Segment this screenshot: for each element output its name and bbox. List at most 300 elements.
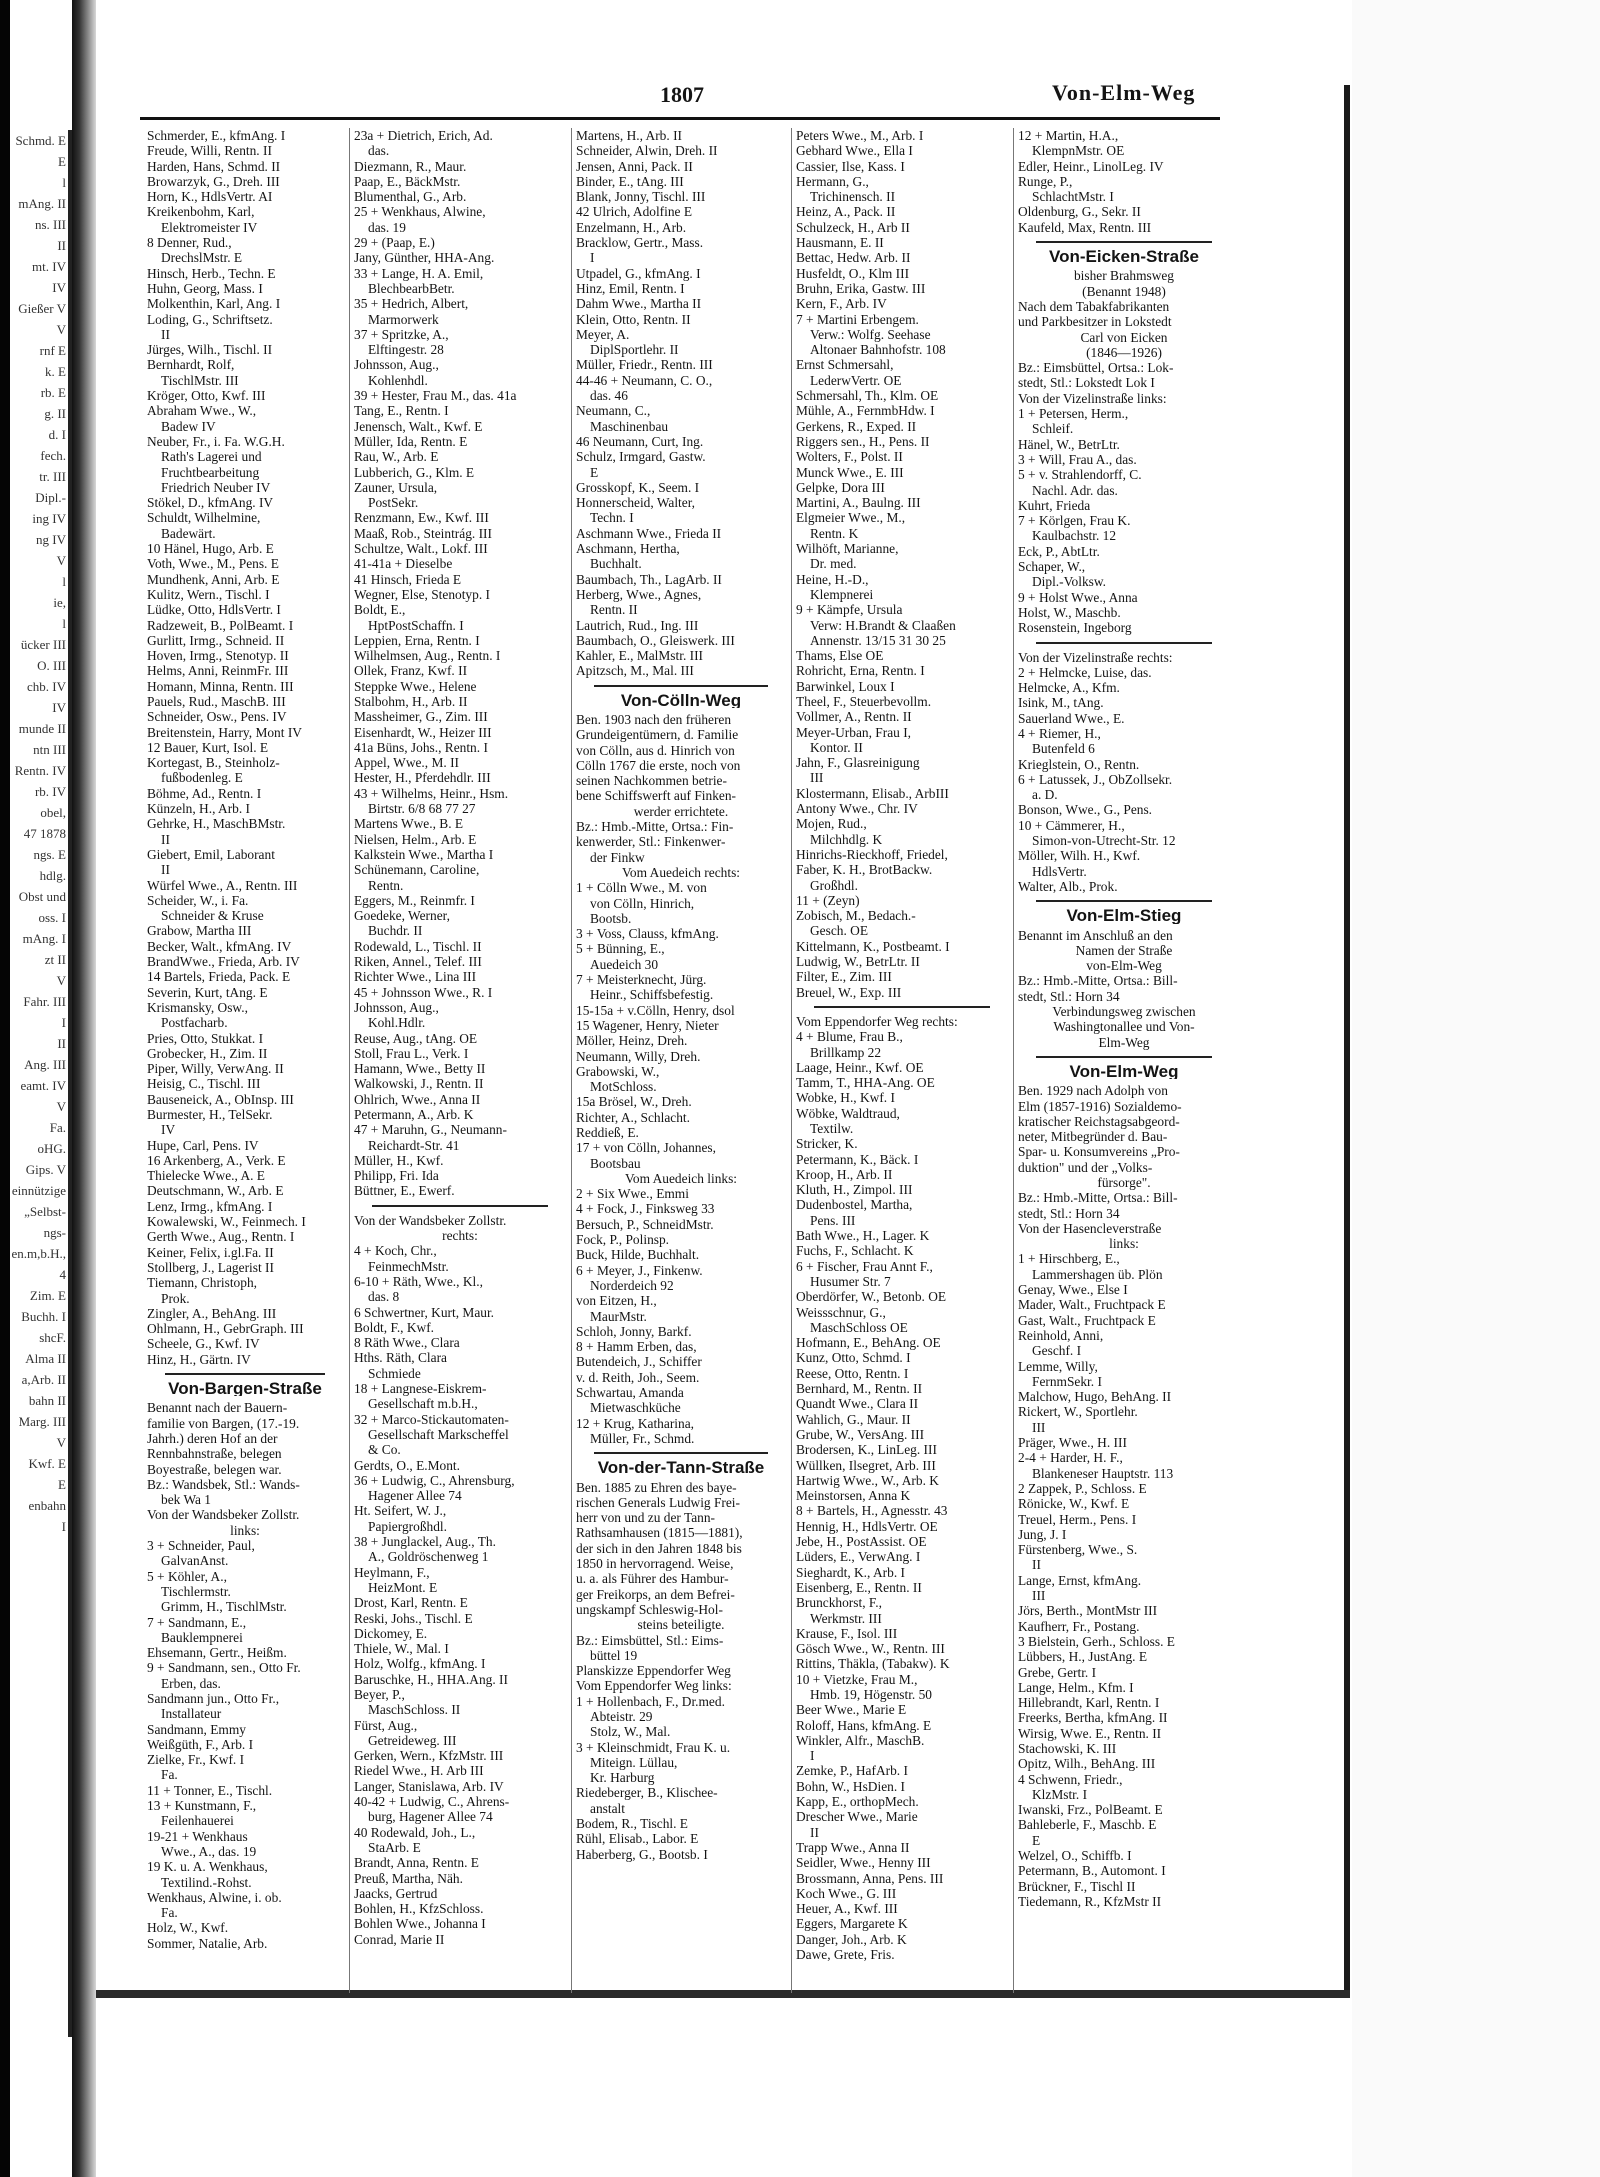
directory-entry: Philipp, Fri. Ida <box>354 1168 439 1184</box>
prev-page-line: en.m,b.H., <box>11 1246 66 1261</box>
scan-left-edge <box>0 0 10 2177</box>
directory-entry: Radzeweit, B., PolBeamt. I <box>147 617 294 633</box>
directory-entry: Lammershagen üb. Plön <box>1032 1266 1163 1282</box>
directory-entry: Scheider, W., i. Fa. <box>147 892 249 908</box>
directory-entry: Beyer, P., <box>354 1686 405 1702</box>
directory-entry: rischen Generals Ludwig Frei- <box>576 1494 740 1510</box>
directory-entry: HptPostSchaffn. I <box>368 617 464 633</box>
directory-entry: (1846—1926) <box>1086 344 1162 360</box>
directory-entry: 19 K. u. A. Wenkhaus, <box>147 1859 268 1875</box>
directory-entry: Neuber, Fr., i. Fa. W.G.H. <box>147 433 285 449</box>
directory-entry: Fa. <box>161 1767 178 1783</box>
directory-entry: Becker, Walt., kfmAng. IV <box>147 938 292 954</box>
directory-entry: Ohlmann, H., GebrGraph. III <box>147 1321 304 1337</box>
directory-entry: Stoll, Frau L., Verk. I <box>354 1045 469 1061</box>
directory-entry: Heylmann, F., <box>354 1564 430 1580</box>
directory-entry: KlzMstr. I <box>1032 1786 1088 1802</box>
prev-page-line: E <box>58 1477 66 1492</box>
directory-entry: Von der Wandsbeker Zollstr. <box>147 1507 300 1523</box>
directory-entry: Kaufherr, Fr., Postang. <box>1018 1618 1140 1634</box>
directory-entry: Ht. Seifert, W. J., <box>354 1503 447 1519</box>
directory-entry: Kittelmann, K., Postbeamt. I <box>796 938 950 954</box>
directory-entry: 1 + Hirschberg, E., <box>1018 1251 1120 1267</box>
directory-entry: Holst, W., Maschb. <box>1018 604 1121 620</box>
prev-page-line: chb. IV <box>27 679 66 694</box>
directory-entry: Zobisch, M., Bedach.- <box>796 908 916 924</box>
directory-entry: Großhdl. <box>810 877 858 893</box>
directory-entry: Wirsig, Wwe. E., Rentn. II <box>1018 1725 1162 1741</box>
directory-entry: Bz.: Hmb.-Mitte, Ortsa.: Fin- <box>576 819 734 835</box>
directory-entry: Stalbohm, H., Arb. II <box>354 693 468 709</box>
directory-entry: A., Goldröschenweg 1 <box>368 1549 489 1565</box>
directory-entry: Petermann, K., Bäck. I <box>796 1151 919 1167</box>
directory-entry: Reese, Otto, Rentn. I <box>796 1365 909 1381</box>
prev-page-line: I <box>61 1015 66 1030</box>
directory-entry: Bz.: Hmb.-Mitte, Ortsa.: Bill- <box>1018 973 1178 989</box>
directory-entry: DiplSportlehr. II <box>590 342 679 358</box>
directory-entry: Gerdts, O., E.Mont. <box>354 1457 461 1473</box>
directory-entry: Hinsch, Herb., Techn. E <box>147 265 276 281</box>
directory-entry: Koch Wwe., G. III <box>796 1885 897 1901</box>
directory-entry: Kr. Harburg <box>590 1770 655 1786</box>
directory-entry: Dickomey, E. <box>354 1625 428 1641</box>
directory-entry: 12 + Krug, Katharina, <box>576 1415 694 1431</box>
directory-entry: 8 + Bartels, H., Agnesstr. 43 <box>796 1503 948 1519</box>
directory-entry: 7 + Martini Erbengem. <box>796 311 919 327</box>
directory-entry: FeinmechMstr. <box>368 1258 449 1274</box>
directory-entry: Stökel, D., kfmAng. IV <box>147 495 274 511</box>
directory-entry: Ehsemann, Gertr., Heißm. <box>147 1645 287 1661</box>
directory-entry: Stolz, W., Mal. <box>590 1724 671 1740</box>
directory-entry: Milchhdlg. K <box>810 831 883 847</box>
directory-entry: Kröger, Otto, Kwf. III <box>147 388 266 404</box>
directory-entry: Brodersen, K., LinLeg. III <box>796 1442 937 1458</box>
directory-entry: Postfacharb. <box>161 1015 228 1031</box>
directory-entry: Reddieß, E. <box>576 1125 639 1140</box>
directory-entry: III <box>810 770 824 786</box>
directory-entry: Renzmann, Ew., Kwf. III <box>354 510 489 526</box>
directory-entry: Roloff, Hans, kfmAng. E <box>796 1717 932 1733</box>
directory-entry: Sandmann jun., Otto Fr., <box>147 1690 280 1706</box>
directory-entry: KlempnMstr. OE <box>1032 143 1125 159</box>
directory-entry: Eisenberg, E., Rentn. II <box>796 1579 922 1595</box>
directory-entry: Peters Wwe., M., Arb. I <box>796 128 924 143</box>
prev-page-line: II <box>57 238 66 253</box>
prev-page-line: k. E <box>45 364 66 379</box>
directory-entry: Wilhelmsen, Aug., Rentn. I <box>354 648 501 664</box>
directory-entry: duktion" und der „Volks- <box>1018 1159 1153 1175</box>
column-divider <box>791 128 792 1993</box>
directory-entry: PostSekr. <box>368 495 419 511</box>
directory-entry: Faber, K. H., BrotBackw. <box>796 862 933 878</box>
directory-entry: Stollberg, J., Lagerist II <box>147 1259 274 1275</box>
directory-entry: 43 + Wilhelms, Heinr., Hsm. <box>354 785 509 801</box>
prev-page-line: rb. IV <box>34 784 66 799</box>
directory-entry: Baruschke, H., HHA.Ang. II <box>354 1671 508 1687</box>
directory-entry: Stachowski, K. III <box>1018 1740 1117 1756</box>
prev-page-line: Fahr. III <box>23 994 66 1009</box>
directory-entry: Grobecker, H., Zim. II <box>147 1045 268 1061</box>
directory-entry: Ben. 1929 nach Adolph von <box>1018 1083 1168 1099</box>
directory-entry: Dr. med. <box>810 556 857 572</box>
directory-entry: Cölln 1767 die erste, noch von <box>576 757 741 773</box>
directory-entry: Cassier, Ilse, Kass. I <box>796 158 905 174</box>
directory-entry: Husfeldt, O., Klm III <box>796 265 910 281</box>
directory-entry: Richter Wwe., Lina III <box>354 969 477 985</box>
directory-entry: 9 + Sandmann, sen., Otto Fr. <box>147 1660 301 1676</box>
directory-entry: GalvanAnst. <box>161 1553 229 1569</box>
directory-entry: Abraham Wwe., W., <box>147 403 257 419</box>
directory-entry: Prok. <box>161 1290 190 1306</box>
directory-entry: HeizMont. E <box>368 1579 438 1595</box>
book-gutter <box>72 0 96 2177</box>
directory-entry: Buchdr. II <box>368 923 423 939</box>
directory-entry: 4 + Fock, J., Finksweg 33 <box>576 1201 715 1217</box>
prev-page-line: ngs- <box>43 1225 66 1240</box>
directory-entry: Rickert, W., Sportlehr. <box>1018 1404 1138 1420</box>
directory-entry: Martens, H., Arb. II <box>576 128 682 143</box>
directory-entry: Gurlitt, Irmg., Schneid. II <box>147 632 285 648</box>
directory-entry: anstalt <box>590 1800 625 1816</box>
directory-entry: Jahn, F., Glasreinigung <box>796 755 920 771</box>
directory-entry: v. d. Reith, Joh., Seem. <box>576 1369 700 1385</box>
directory-entry: Voth, Wwe., M., Pens. E <box>147 556 279 572</box>
directory-entry: stedt, Stl.: Horn 34 <box>1018 1205 1120 1221</box>
directory-entry: Holz, Wolfg., kfmAng. I <box>354 1656 486 1672</box>
directory-entry: MaurMstr. <box>590 1308 647 1324</box>
directory-entry: Pens. III <box>810 1212 856 1228</box>
directory-entry: 12 Bauer, Kurt, Isol. E <box>147 739 269 755</box>
directory-entry: Nach dem Tabakfabrikanten <box>1018 298 1170 314</box>
directory-entry: Werkmstr. III <box>810 1610 882 1626</box>
prev-page-line: IV <box>52 700 66 715</box>
prev-page-line: oHG. <box>37 1141 66 1156</box>
directory-entry: Kowalewski, W., Feinmech. I <box>147 1214 306 1230</box>
directory-entry: Lange, Ernst, kfmAng. <box>1018 1572 1142 1588</box>
directory-entry: Molkenthin, Karl, Ang. I <box>147 296 281 312</box>
directory-entry: 3 + Will, Frau A., das. <box>1018 451 1137 467</box>
section-rule <box>1036 241 1212 243</box>
section-rule <box>1036 900 1212 902</box>
section-rule <box>1036 1056 1212 1058</box>
directory-entry: 41 Hinsch, Frieda E <box>354 571 462 587</box>
prev-page-line: Schmd. E <box>15 133 66 148</box>
directory-entry: Kontor. II <box>810 739 863 755</box>
directory-entry: Maaß, Rob., Steintrág. III <box>354 525 492 541</box>
directory-entry: Jensen, Anni, Pack. II <box>576 158 693 174</box>
directory-entry: Jebe, H., PostAssist. OE <box>796 1534 927 1550</box>
directory-entry: ungskampf Schleswig-Hol- <box>576 1601 723 1617</box>
directory-entry: steins beteiligte. <box>637 1617 725 1633</box>
prev-page-line: tr. III <box>39 469 66 484</box>
directory-entry: 42 Ulrich, Adolfine E <box>576 204 693 220</box>
directory-entry: Kaulbachstr. 12 <box>1032 528 1117 544</box>
directory-entry: Dudenbostel, Martha, <box>796 1197 913 1213</box>
directory-entry: 18 + Langnese-Eiskrem- <box>354 1381 487 1397</box>
directory-entry: Neumann, Willy, Dreh. <box>576 1048 701 1064</box>
directory-entry: Richter, A., Schlacht. <box>576 1109 691 1125</box>
directory-entry: Seidler, Wwe., Henny III <box>796 1855 931 1871</box>
prev-page-line: Obst und <box>18 889 66 904</box>
directory-entry: 3 + Schneider, Paul, <box>147 1538 255 1554</box>
section-rule <box>594 1452 768 1454</box>
directory-entry: Thams, Else OE <box>796 648 884 664</box>
directory-entry: Tang, E., Rentn. I <box>354 403 449 419</box>
directory-entry: Rosenstein, Ingeborg <box>1018 620 1132 636</box>
directory-entry: links: <box>1109 1236 1139 1252</box>
directory-entry: Installateur <box>161 1706 222 1722</box>
directory-entry: 23a + Dietrich, Erich, Ad. <box>354 128 493 143</box>
directory-entry: Rentn. K <box>810 525 859 541</box>
street-heading: Von-Cölln-Weg <box>620 692 742 708</box>
directory-entry: Verw: H.Brandt & Claaßen <box>810 617 956 633</box>
directory-entry: Preuß, Martha, Näh. <box>354 1870 463 1886</box>
directory-entry: Jörs, Berth., MontMstr III <box>1018 1603 1158 1619</box>
directory-entry: Genay, Wwe., Else I <box>1018 1282 1128 1298</box>
directory-entry: Steppke Wwe., Helene <box>354 678 477 694</box>
directory-entry: Wegner, Else, Stenotyp. I <box>354 586 490 602</box>
directory-entry: 15-15a + v.Cölln, Henry, dsol <box>576 1002 735 1018</box>
directory-entry: bene Schiffswerft auf Finken- <box>576 788 737 804</box>
directory-entry: Helms, Anni, ReinmFr. III <box>147 663 289 679</box>
directory-entry: Müller, Ida, Rentn. E <box>354 433 468 449</box>
directory-entry: Hennig, H., HdlsVertr. OE <box>796 1518 938 1534</box>
directory-entry: Gerth Wwe., Aug., Rentn. I <box>147 1229 295 1245</box>
directory-entry: Goedeke, Werner, <box>354 908 450 924</box>
directory-entry: Bath Wwe., H., Lager. K <box>796 1228 930 1244</box>
prev-page-line: Rentn. IV <box>14 763 66 778</box>
directory-entry: Schmiede <box>368 1365 421 1381</box>
directory-entry: Fruchtbearbeitung <box>161 464 260 480</box>
directory-entry: Dahm Wwe., Martha II <box>576 296 702 312</box>
directory-entry: 5 + Bünning, E., <box>576 941 665 957</box>
directory-entry: Gerkens, R., Exped. II <box>796 418 917 434</box>
column-divider <box>1013 128 1014 1993</box>
directory-entry: Carl von Eicken <box>1080 329 1168 345</box>
directory-entry: 32 + Marco-Stickautomaten- <box>354 1411 509 1427</box>
directory-entry: 17 + von Cölln, Johannes, <box>576 1140 716 1156</box>
directory-entry: Filter, E., Zim. III <box>796 969 892 985</box>
directory-entry: Freerks, Bertha, kfmAng. II <box>1018 1710 1168 1726</box>
directory-entry: von Eitzen, H., <box>576 1293 657 1309</box>
directory-entry: & Co. <box>368 1442 401 1458</box>
directory-entry: Kuhrt, Frieda <box>1018 497 1091 513</box>
directory-entry: 2 Zappek, P., Schloss. E <box>1018 1480 1147 1496</box>
directory-entry: II <box>161 326 170 342</box>
directory-entry: Friedrich Neuber IV <box>161 479 271 495</box>
directory-entry: Hupe, Carl, Pens. IV <box>147 1137 259 1153</box>
directory-entry: Von der Vizelinstraße links: <box>1018 390 1167 406</box>
directory-entry: 4 Schwenn, Friedr., <box>1018 1771 1123 1787</box>
directory-entry: Hinz, H., Gärtn. IV <box>147 1351 251 1367</box>
directory-entry: Riedeberger, B., Klischee- <box>576 1785 718 1801</box>
directory-entry: Vom Eppendorfer Weg links: <box>576 1678 732 1694</box>
directory-entry: Benannt nach der Bauern- <box>147 1400 288 1416</box>
directory-entry: Reski, Johs., Tischl. E <box>354 1610 473 1626</box>
directory-entry: herr von und zu der Tann- <box>576 1510 715 1526</box>
directory-entry: Bohlen Wwe., Johanna I <box>354 1916 486 1932</box>
prev-page-line: d. I <box>48 427 66 442</box>
directory-entry: 8 + Hamm Erben, das, <box>576 1339 697 1355</box>
directory-entry: 2 + Six Wwe., Emmi <box>576 1186 689 1202</box>
directory-entry: Rohricht, Erna, Rentn. I <box>796 663 925 679</box>
directory-entry: Holz, W., Kwf. <box>147 1920 229 1936</box>
directory-entry: DrechslMstr. E <box>161 250 243 266</box>
directory-entry: Johnsson, Aug., <box>354 357 439 373</box>
prev-page-line: l <box>62 175 66 190</box>
directory-entry: das. 8 <box>368 1289 400 1305</box>
prev-page-line: Marg. III <box>18 1414 66 1429</box>
prev-page-line: ng IV <box>36 532 66 547</box>
directory-entry: Gehrke, H., MaschBMstr. <box>147 816 286 832</box>
directory-entry: 11 + (Zeyn) <box>796 892 860 908</box>
directory-entry: Bracklow, Gertr., Mass. <box>576 235 704 251</box>
directory-entry: Heinz, A., Pack. II <box>796 204 896 220</box>
directory-entry: 10 Hänel, Hugo, Arb. E <box>147 541 274 557</box>
directory-entry: 4 + Riemer, H., <box>1018 725 1101 741</box>
directory-entry: seinen Nachkommen betrie- <box>576 773 727 789</box>
prev-page-line: obel, <box>40 805 66 820</box>
directory-entry: Schleif. <box>1032 421 1074 437</box>
directory-entry: Lemme, Willy, <box>1018 1358 1098 1374</box>
directory-entry: I <box>590 250 595 266</box>
prev-page-line: V <box>56 1099 66 1114</box>
prev-page-line: IV <box>52 280 66 295</box>
directory-entry: Butenfeld 6 <box>1032 741 1095 757</box>
directory-entry: 45 + Johnsson Wwe., R. I <box>354 984 493 1000</box>
prev-page-line: Buchh. I <box>21 1309 66 1324</box>
directory-entry: Browarzyk, G., Dreh. III <box>147 173 280 189</box>
directory-entry: II <box>810 1824 819 1840</box>
directory-entry: ger Freikorps, an dem Befrei- <box>576 1586 735 1602</box>
directory-entry: Künzeln, H., Arb. I <box>147 801 251 817</box>
directory-entry: 39 + Hester, Frau M., das. 41a <box>354 388 517 404</box>
prev-page-line: 47 1878 <box>23 826 66 841</box>
directory-entry: Stricker, K. <box>796 1136 858 1152</box>
directory-entry: Breuel, W., Exp. III <box>796 984 902 1000</box>
directory-entry: 9 + Kämpfe, Ursula <box>796 602 903 618</box>
directory-entry: Thielecke Wwe., A. E <box>147 1168 265 1184</box>
directory-entry: Opitz, Wilh., BehAng. III <box>1018 1756 1156 1772</box>
directory-entry: Gösch Wwe., W., Rentn. III <box>796 1641 945 1657</box>
directory-entry: 15a Brösel, W., Dreh. <box>576 1094 692 1110</box>
directory-entry: Winkler, Alfr., MaschB. <box>796 1732 925 1748</box>
directory-entry: Abteistr. 29 <box>590 1708 653 1724</box>
directory-entry: I <box>810 1748 815 1764</box>
directory-entry: Namen der Straße <box>1075 942 1173 958</box>
prev-page-line: I <box>61 1519 66 1534</box>
directory-entry: Leppien, Erna, Rentn. I <box>354 632 480 648</box>
prev-page-line: shcF. <box>39 1330 66 1345</box>
directory-entry: Von der Vizelinstraße rechts: <box>1018 649 1173 665</box>
prev-page-line: fech. <box>40 448 66 463</box>
directory-entry: Reinhold, Anni, <box>1018 1327 1104 1343</box>
directory-entry: Bohlen, H., KfzSchloss. <box>354 1901 484 1917</box>
directory-entry: Bernhard, M., Rentn. II <box>796 1381 923 1397</box>
directory-entry: 13 + Kunstmann, F., <box>147 1798 257 1814</box>
directory-entry: Martini, A., Baulng. III <box>796 495 921 511</box>
section-rule <box>1036 642 1212 644</box>
directory-entry: von Cölln, Hinrich, <box>590 895 695 911</box>
directory-entry: Hamann, Wwe., Betty II <box>354 1061 486 1077</box>
directory-entry: Riedel Wwe., H. Arb III <box>354 1763 484 1779</box>
directory-entry: Simon-von-Utrecht-Str. 12 <box>1032 833 1176 849</box>
directory-entry: Papiergroßhdl. <box>368 1518 447 1534</box>
directory-entry: Giebert, Emil, Laborant <box>147 846 275 862</box>
scan-right-margin <box>1352 0 1600 2177</box>
directory-entry: Washingtonallee und Von- <box>1053 1019 1195 1035</box>
directory-entry: Johnsson, Aug., <box>354 999 439 1015</box>
directory-entry: 14 Bartels, Frieda, Pack. E <box>147 969 291 985</box>
directory-entry: 12 + Martin, H.A., <box>1018 128 1119 143</box>
directory-entry: Deutschmann, W., Arb. E <box>147 1183 284 1199</box>
directory-entry: II <box>161 831 170 847</box>
directory-entry: Trapp Wwe., Anna II <box>796 1839 910 1855</box>
directory-entry: Wilhöft, Marianne, <box>796 541 899 557</box>
directory-entry: kratischer Reichstagsabgeord- <box>1018 1113 1180 1129</box>
section-rule <box>372 1205 548 1207</box>
directory-entry: Blank, Jonny, Tischl. III <box>576 189 706 205</box>
directory-entry: Eisenhardt, W., Heizer III <box>354 724 492 740</box>
directory-entry: 10 + Cämmerer, H., <box>1018 817 1125 833</box>
directory-entry: Krieglstein, O., Rentn. <box>1018 756 1140 772</box>
directory-entry: Tischlermstr. <box>161 1583 231 1599</box>
directory-entry: Mundhenk, Anni, Arb. E <box>147 571 280 587</box>
directory-entry: Wüllken, Ilsegret, Arb. III <box>796 1457 936 1473</box>
directory-entry: Lüders, E., VerwAng. I <box>796 1549 921 1565</box>
directory-entry: 6 + Meyer, J., Finkenw. <box>576 1262 703 1278</box>
directory-entry: Petermann, A., Arb. K <box>354 1107 474 1122</box>
directory-entry: Klempnerei <box>810 586 874 602</box>
directory-entry: Zauner, Ursula, <box>354 479 438 495</box>
directory-entry: Butendeich, J., Schiffer <box>576 1354 702 1370</box>
directory-entry: Bootsb. <box>590 910 632 926</box>
directory-entry: Iwanski, Frz., PolBeamt. E <box>1018 1802 1163 1818</box>
directory-entry: Piper, Willy, VerwAng. II <box>147 1061 284 1077</box>
directory-entry: 33 + Lange, H. A. Emil, <box>354 265 484 281</box>
directory-entry: burg, Hagener Allee 74 <box>368 1809 493 1825</box>
header-rule <box>140 117 1220 120</box>
directory-entry: Petermann, B., Automont. I <box>1018 1863 1166 1879</box>
directory-entry: Sauerland Wwe., E. <box>1018 710 1125 726</box>
directory-entry: Brossmann, Anna, Pens. III <box>796 1870 944 1886</box>
directory-entry: Eck, P., AbtLtr. <box>1018 543 1100 559</box>
directory-entry: Hmb. 19, Högenstr. 50 <box>810 1686 932 1702</box>
directory-entry: Malchow, Hugo, BehAng. II <box>1018 1389 1172 1405</box>
directory-entry: Vom Auedeich links: <box>624 1170 738 1186</box>
directory-entry: Langer, Stanislawa, Arb. IV <box>354 1778 504 1794</box>
directory-entry: Nielsen, Helm., Arb. E <box>354 831 477 847</box>
directory-entry: werder errichtete. <box>633 803 729 819</box>
directory-entry: Erben, das. <box>161 1675 221 1691</box>
directory-entry: (Benannt 1948) <box>1082 283 1166 299</box>
directory-entry: E <box>1032 1832 1041 1848</box>
directory-entry: Riggers sen., H., Pens. II <box>796 433 930 449</box>
directory-entry: Dipl.-Volksw. <box>1032 574 1107 590</box>
directory-entry: Utpadel, G., kfmAng. I <box>576 265 701 281</box>
directory-entry: rechts: <box>442 1228 478 1244</box>
street-heading: Von-Elm-Weg <box>1069 1063 1179 1080</box>
prev-page-line: a,Arb. II <box>21 1372 66 1387</box>
directory-entry: Bernhardt, Rolf, <box>147 357 235 373</box>
directory-entry: und Parkbesitzer in Lokstedt <box>1018 314 1172 330</box>
directory-entry: Beer Wwe., Marie E <box>796 1702 907 1718</box>
directory-entry: Diezmann, R., Maur. <box>354 158 467 174</box>
directory-entry: Scheele, G., Kwf. IV <box>147 1336 260 1352</box>
directory-column-4 <box>796 128 1008 1962</box>
prev-page-line: munde II <box>18 721 66 736</box>
directory-entry: Eggers, M., Reinmfr. I <box>354 892 475 908</box>
